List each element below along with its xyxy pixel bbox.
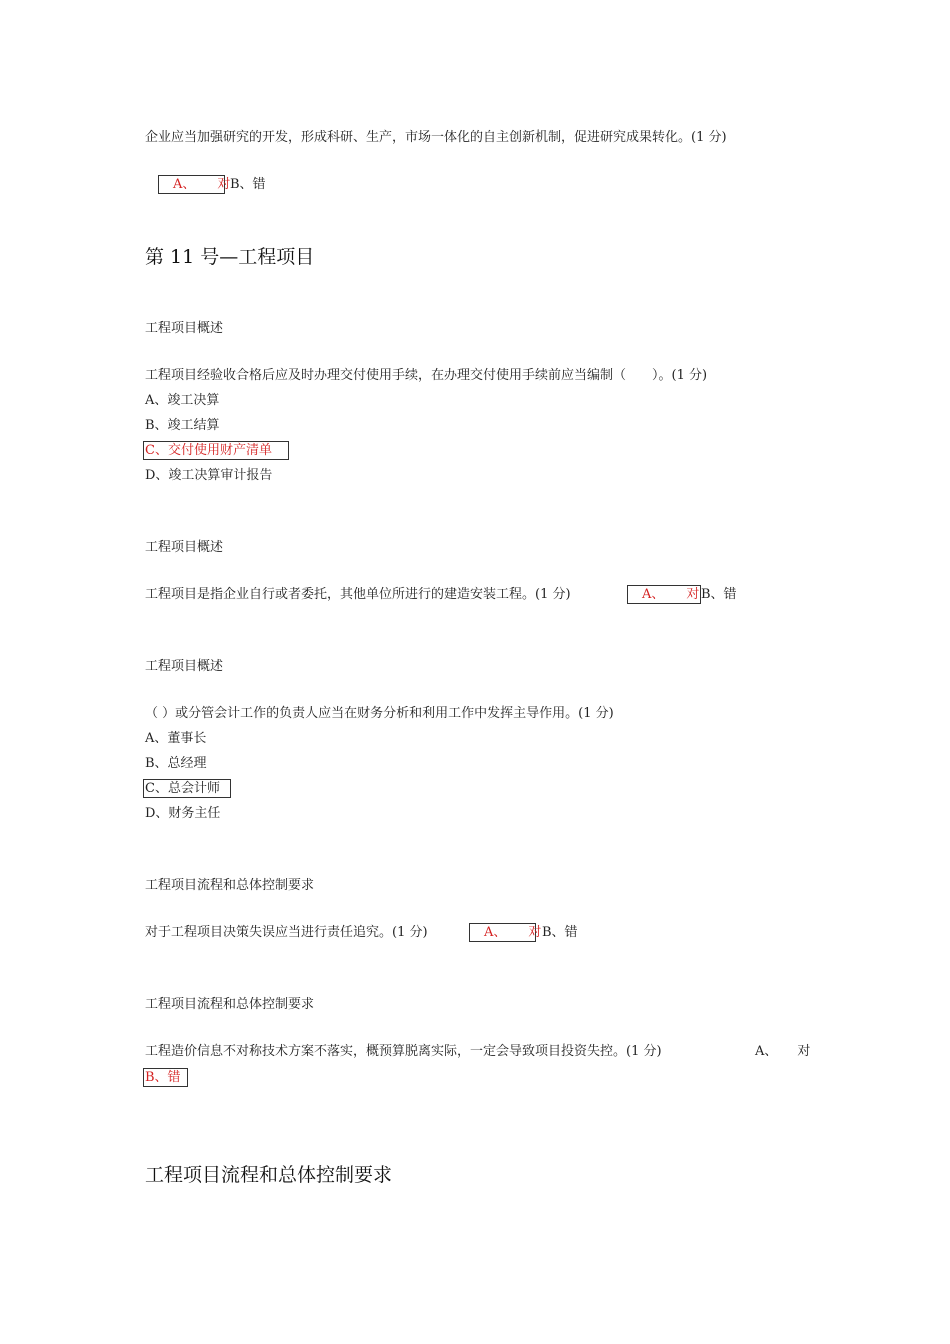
answer-prefix: A、: [173, 177, 196, 192]
question-2-option-d[interactable]: D、竣工决算审计报告: [145, 468, 273, 483]
question-5-category: 工程项目流程和总体控制要求: [145, 878, 315, 893]
answer-prefix: A、: [755, 1044, 778, 1059]
question-1-option-false[interactable]: B、错: [230, 177, 266, 192]
question-2-option-c-selected[interactable]: C、交付使用财产清单: [143, 441, 289, 460]
question-2-option-a[interactable]: A、竣工决算: [145, 393, 220, 408]
answer-word: 对: [217, 177, 231, 192]
question-6-option-true[interactable]: [755, 1043, 810, 1061]
question-4-category: 工程项目概述: [145, 659, 224, 674]
question-4-option-b[interactable]: B、总经理: [145, 756, 207, 771]
footer-heading: 工程项目流程和总体控制要求: [145, 1164, 393, 1186]
question-3-category: 工程项目概述: [145, 540, 224, 555]
question-6-category: 工程项目流程和总体控制要求: [145, 997, 315, 1012]
answer-prefix: A、: [642, 587, 665, 602]
question-4-text: （ ）或分管会计工作的负责人应当在财务分析和利用工作中发挥主导作用。(1 分): [145, 706, 614, 721]
question-1-text: 企业应当加强研究的开发，形成科研、生产，市场一体化的自主创新机制，促进研究成果转化。(1 分): [145, 130, 727, 145]
question-2-category: 工程项目概述: [145, 321, 224, 336]
question-5-answer-true[interactable]: [469, 923, 542, 942]
question-2-text: 工程项目经验收合格后应及时办理交付使用手续，在办理交付使用手续前应当编制（ ）。(1 分): [145, 368, 708, 383]
question-4-option-a[interactable]: A、董事长: [145, 731, 207, 746]
question-5-option-false[interactable]: B、错: [542, 925, 578, 940]
question-1-answer-true[interactable]: [158, 175, 231, 194]
answer-prefix: A、: [484, 925, 507, 940]
question-3-option-false[interactable]: B、错: [701, 587, 737, 602]
answer-word: 对: [797, 1044, 811, 1059]
question-6-text: 工程造价信息不对称技术方案不落实，概预算脱离实际，一定会导致项目投资失控。(1 分): [145, 1044, 662, 1059]
question-5-text: 对于工程项目决策失误应当进行责任追究。(1 分): [145, 925, 428, 940]
question-4-option-c-selected[interactable]: C、总会计师: [143, 779, 231, 798]
question-3-answer-true[interactable]: [627, 585, 701, 604]
answer-word: 对: [528, 925, 542, 940]
question-3-text: 工程项目是指企业自行或者委托，其他单位所进行的建造安装工程。(1 分): [145, 587, 571, 602]
answer-word: 对: [686, 587, 700, 602]
question-4-option-d[interactable]: D、财务主任: [145, 806, 221, 821]
question-2-option-b[interactable]: B、竣工结算: [145, 418, 220, 433]
section-title: 第 11 号—工程项目: [145, 246, 315, 268]
question-6-answer-false[interactable]: B、错: [143, 1068, 188, 1087]
